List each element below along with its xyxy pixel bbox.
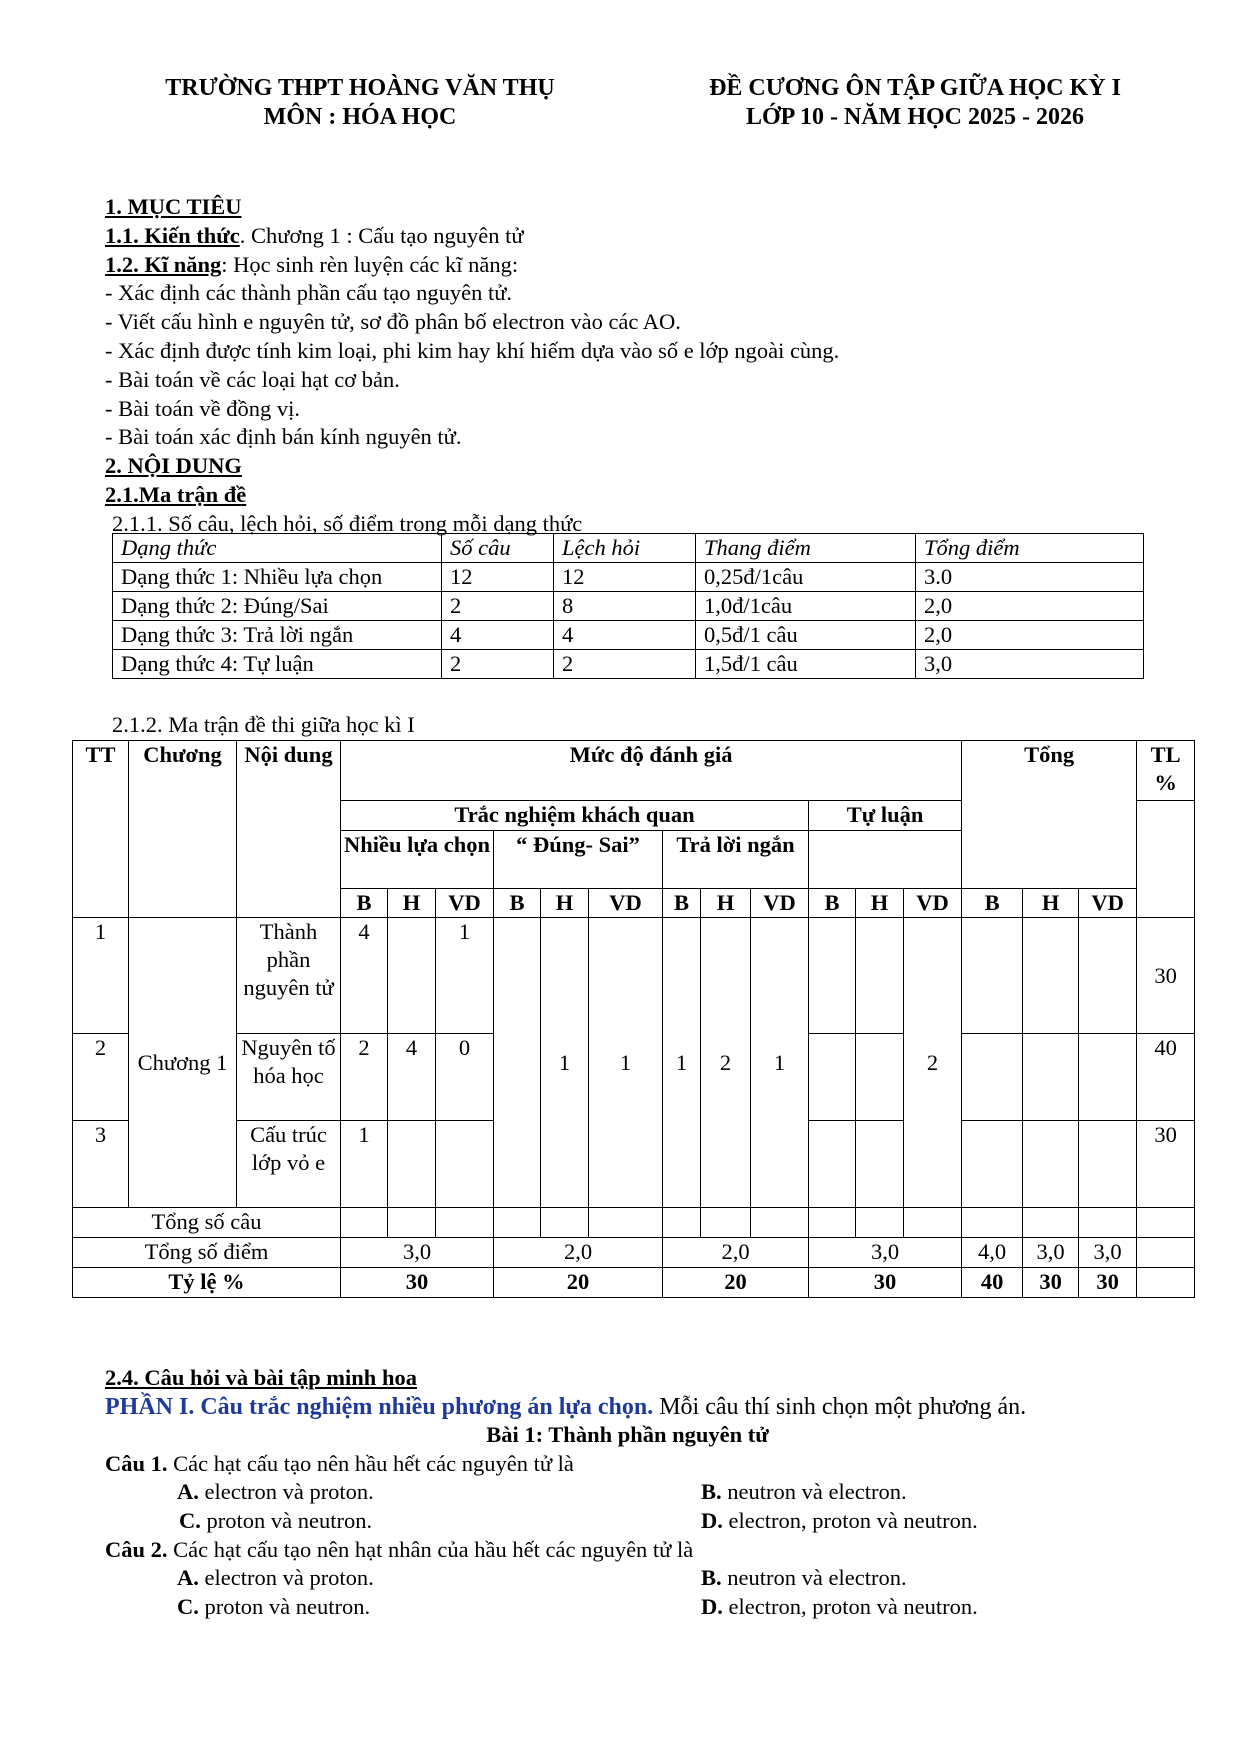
table-cell: 3,0 <box>1079 1238 1137 1268</box>
table-row <box>113 563 1144 592</box>
table-cell: 30 <box>1137 918 1195 1034</box>
table-cell: 2 <box>442 592 554 621</box>
table-cell: Dạng thức 4: Tự luận <box>113 650 442 679</box>
table-cell <box>436 1208 494 1238</box>
table-row <box>73 918 1195 1034</box>
option-row <box>105 1507 1205 1536</box>
table-cell: 2 <box>904 918 962 1208</box>
content-name: Thành phần nguyên tử <box>237 918 341 1034</box>
skills-text: : Học sinh rèn luyện các kĩ năng: <box>221 251 519 277</box>
table-cell <box>494 1208 541 1238</box>
class-year: LỚP 10 - NĂM HỌC 2025 - 2026 <box>746 104 1084 130</box>
table-cell: Dạng thức 1: Nhiều lựa chọn <box>113 563 442 592</box>
skill-bullet: - Bài toán về đồng vị. <box>105 395 300 421</box>
section2-title: 2. NỘI DUNG <box>105 453 242 479</box>
option-d: D. electron, proton và neutron. <box>701 1593 978 1619</box>
header-tra-loi-ngan: Trả lời ngắn <box>663 831 809 889</box>
level-b: B <box>962 889 1023 918</box>
option-c: C. proton và neutron. <box>177 1593 371 1619</box>
table-cell <box>962 918 1023 1034</box>
table-cell: 12 <box>442 563 554 592</box>
table-cell <box>341 1208 388 1238</box>
exam-matrix-table <box>72 740 1195 1298</box>
table-cell <box>388 1208 436 1238</box>
knowledge-text: . Chương 1 : Cấu tạo nguyên tử <box>239 222 524 248</box>
question-label: Câu 1. <box>105 1450 168 1476</box>
level-b: B <box>341 889 388 918</box>
lesson-title: Bài 1: Thành phần nguyên tử <box>486 1422 769 1448</box>
level-h: H <box>388 889 436 918</box>
table-cell: 1 <box>341 1121 388 1208</box>
table-header-cell: Số câu <box>442 534 554 563</box>
table-cell: 1 <box>541 918 589 1208</box>
table2-caption: 2.1.2. Ma trận đề thi giữa học kì I <box>112 712 415 737</box>
table-cell: 2 <box>554 650 696 679</box>
header-tu-luan: Tự luận <box>809 801 962 831</box>
table-cell: 30 <box>341 1268 494 1298</box>
table-cell <box>1023 1208 1079 1238</box>
subject-name: MÔN : HÓA HỌC <box>263 104 457 130</box>
table-cell <box>904 1208 962 1238</box>
table-cell: 20 <box>494 1268 663 1298</box>
table-header-cell: Dạng thức <box>113 534 442 563</box>
table-cell <box>809 918 856 1034</box>
level-vd: VD <box>751 889 809 918</box>
table-cell <box>1023 1034 1079 1121</box>
table-cell <box>809 1208 856 1238</box>
table-cell: 4 <box>554 621 696 650</box>
option-row <box>105 1478 1205 1507</box>
table-cell <box>856 1034 904 1121</box>
table-cell: 0,5đ/1 câu <box>696 621 916 650</box>
skill-bullet: - Bài toán về các loại hạt cơ bản. <box>105 366 400 392</box>
question-format-table <box>112 533 1144 679</box>
option-b: B. neutron và electron. <box>701 1565 907 1591</box>
row-tt: 2 <box>73 1034 129 1121</box>
table-cell: 1 <box>436 918 494 1034</box>
level-b: B <box>494 889 541 918</box>
table-cell: Dạng thức 3: Trả lời ngắn <box>113 621 442 650</box>
skill-bullet: - Xác định được tính kim loại, phi kim hay khí hiếm dựa vào số e lớp ngoài cùng. <box>105 337 840 363</box>
table-cell: 1 <box>589 918 663 1208</box>
table-cell <box>1079 1121 1137 1208</box>
table-cell: 2,0 <box>916 621 1144 650</box>
table-cell <box>962 1034 1023 1121</box>
option-row <box>105 1593 1205 1622</box>
table-cell <box>1079 1208 1137 1238</box>
table-cell <box>494 918 541 1208</box>
skill-bullet: - Xác định các thành phần cấu tạo nguyên tử. <box>105 280 513 306</box>
part-desc: Mỗi câu thí sinh chọn một phương án. <box>653 1393 1027 1420</box>
question-text: Các hạt cấu tạo nên hạt nhân của hầu hết các nguyên tử là <box>167 1536 694 1562</box>
matrix-header-row <box>73 741 1195 801</box>
table-cell: 8 <box>554 592 696 621</box>
doc-title-block <box>655 74 1175 132</box>
question-1 <box>105 1450 1205 1479</box>
table-cell <box>962 1121 1023 1208</box>
part-title: PHẦN I. Câu trắc nghiệm nhiều phương án lựa chọn. <box>105 1393 654 1420</box>
header-tt: TT <box>73 741 129 918</box>
ratio-label: Tỷ lệ % <box>73 1268 341 1298</box>
table-row <box>113 650 1144 679</box>
content-name: Cấu trúc lớp vỏ e <box>237 1121 341 1208</box>
table-cell: 30 <box>1137 1121 1195 1208</box>
part-heading <box>105 1393 1205 1422</box>
header-chuong: Chương <box>129 741 237 918</box>
doc-title: ĐỀ CƯƠNG ÔN TẬP GIỮA HỌC KỲ I <box>709 75 1121 101</box>
skills-label: 1.2. Kĩ năng <box>105 251 222 277</box>
knowledge-label: 1.1. Kiến thức <box>105 222 240 248</box>
option-row <box>105 1564 1205 1593</box>
table-cell <box>856 1121 904 1208</box>
table-cell <box>1137 1238 1195 1268</box>
level-vd: VD <box>589 889 663 918</box>
table-row <box>113 592 1144 621</box>
table-cell: 2,0 <box>494 1238 663 1268</box>
skills-line <box>105 251 1185 280</box>
empty-cell <box>1137 801 1195 918</box>
table-row <box>113 621 1144 650</box>
table-cell <box>856 1208 904 1238</box>
table-cell <box>1023 1121 1079 1208</box>
table-cell: 1,0đ/1câu <box>696 592 916 621</box>
header-dung-sai: “ Đúng- Sai” <box>494 831 663 889</box>
level-vd: VD <box>904 889 962 918</box>
table-cell: 40 <box>962 1268 1023 1298</box>
table-cell: 2,0 <box>663 1238 809 1268</box>
header-tl: TL % <box>1137 741 1195 801</box>
table-cell: 2 <box>701 918 751 1208</box>
level-h: H <box>1023 889 1079 918</box>
table-cell: 3,0 <box>809 1238 962 1268</box>
table-cell: 30 <box>1079 1268 1137 1298</box>
table-cell: 4 <box>388 1034 436 1121</box>
table-cell <box>701 1208 751 1238</box>
table-cell: 1 <box>663 918 701 1208</box>
section1-title: 1. MỤC TIÊU <box>105 194 242 219</box>
table-cell <box>541 1208 589 1238</box>
header-muc-do: Mức độ đánh giá <box>341 741 962 801</box>
table-cell: 1,5đ/1 câu <box>696 650 916 679</box>
matrix-subtitle: 2.1.Ma trận đề <box>105 481 247 507</box>
level-vd: VD <box>436 889 494 918</box>
skill-bullet: - Bài toán xác định bán kính nguyên tử. <box>105 424 462 450</box>
table-cell <box>436 1121 494 1208</box>
question-label: Câu 2. <box>105 1536 168 1562</box>
header-tnkq: Trắc nghiệm khách quan <box>341 801 809 831</box>
table-cell: 40 <box>1137 1034 1195 1121</box>
table-cell: 2,0 <box>916 592 1144 621</box>
section24-title: 2.4. Câu hỏi và bài tập minh hoa <box>105 1365 417 1390</box>
table-cell: 3,0 <box>341 1238 494 1268</box>
level-b: B <box>663 889 701 918</box>
table-cell <box>388 918 436 1034</box>
header-noi-dung: Nội dung <box>237 741 341 918</box>
empty-cell <box>809 831 962 889</box>
table-cell: 1 <box>751 918 809 1208</box>
table-cell <box>1137 1208 1195 1238</box>
level-b: B <box>809 889 856 918</box>
table-cell: 30 <box>809 1268 962 1298</box>
option-a: A. electron và proton. <box>177 1479 374 1505</box>
question-2 <box>105 1536 1205 1565</box>
school-block <box>130 74 590 132</box>
question-text: Các hạt cấu tạo nên hầu hết các nguyên tử là <box>167 1450 574 1476</box>
row-tt: 1 <box>73 918 129 1034</box>
table-cell: Dạng thức 2: Đúng/Sai <box>113 592 442 621</box>
table-cell <box>962 1208 1023 1238</box>
table-cell <box>1137 1268 1195 1298</box>
knowledge-line <box>105 222 1185 251</box>
table-cell: 4,0 <box>962 1238 1023 1268</box>
section-sample-questions <box>105 1364 1205 1621</box>
table-cell: 0 <box>436 1034 494 1121</box>
table-cell <box>663 1208 701 1238</box>
total-questions-label: Tổng số câu <box>73 1208 341 1238</box>
level-h: H <box>701 889 751 918</box>
section-objectives <box>105 193 1185 539</box>
total-points-label: Tổng số điểm <box>73 1238 341 1268</box>
table-cell: 20 <box>663 1268 809 1298</box>
row-tt: 3 <box>73 1121 129 1208</box>
header-tong: Tổng <box>962 741 1137 889</box>
option-c: C. proton và neutron. <box>179 1507 373 1533</box>
table-cell <box>1079 1034 1137 1121</box>
table-cell <box>809 1034 856 1121</box>
table-header-cell: Lệch hỏi <box>554 534 696 563</box>
table-cell: 12 <box>554 563 696 592</box>
level-h: H <box>856 889 904 918</box>
table-cell <box>751 1208 809 1238</box>
option-b: B. neutron và electron. <box>701 1479 907 1505</box>
chapter-name: Chương 1 <box>129 918 237 1208</box>
option-a: A. electron và proton. <box>177 1565 374 1591</box>
content-name: Nguyên tố hóa học <box>237 1034 341 1121</box>
skill-bullet: - Viết cấu hình e nguyên tử, sơ đồ phân bố electron vào các AO. <box>105 309 681 335</box>
table-cell <box>388 1121 436 1208</box>
table-cell: 4 <box>341 918 388 1034</box>
level-vd: VD <box>1079 889 1137 918</box>
table-header-cell: Thang điểm <box>696 534 916 563</box>
header-nlc: Nhiều lựa chọn <box>341 831 494 889</box>
table-cell <box>809 1121 856 1208</box>
table-cell <box>1079 918 1137 1034</box>
table1-caption: 2.1.1. Số câu, lệch hỏi, số điểm trong mỗi dạng thức <box>112 510 583 536</box>
ratio-row <box>73 1268 1195 1298</box>
option-d: D. electron, proton và neutron. <box>701 1507 978 1533</box>
table-cell <box>856 918 904 1034</box>
table-cell: 30 <box>1023 1268 1079 1298</box>
table-cell: 0,25đ/1câu <box>696 563 916 592</box>
table-cell: 3.0 <box>916 563 1144 592</box>
table-cell <box>589 1208 663 1238</box>
level-h: H <box>541 889 589 918</box>
school-name: TRƯỜNG THPT HOÀNG VĂN THỤ <box>165 75 555 101</box>
table-cell: 4 <box>442 621 554 650</box>
total-questions-row <box>73 1208 1195 1238</box>
table-cell: 3,0 <box>916 650 1144 679</box>
table-cell: 2 <box>442 650 554 679</box>
table-cell: 2 <box>341 1034 388 1121</box>
table-cell <box>1023 918 1079 1034</box>
table-header-cell: Tổng điểm <box>916 534 1144 563</box>
total-points-row <box>73 1238 1195 1268</box>
table-header-row <box>113 534 1144 563</box>
table-cell: 3,0 <box>1023 1238 1079 1268</box>
